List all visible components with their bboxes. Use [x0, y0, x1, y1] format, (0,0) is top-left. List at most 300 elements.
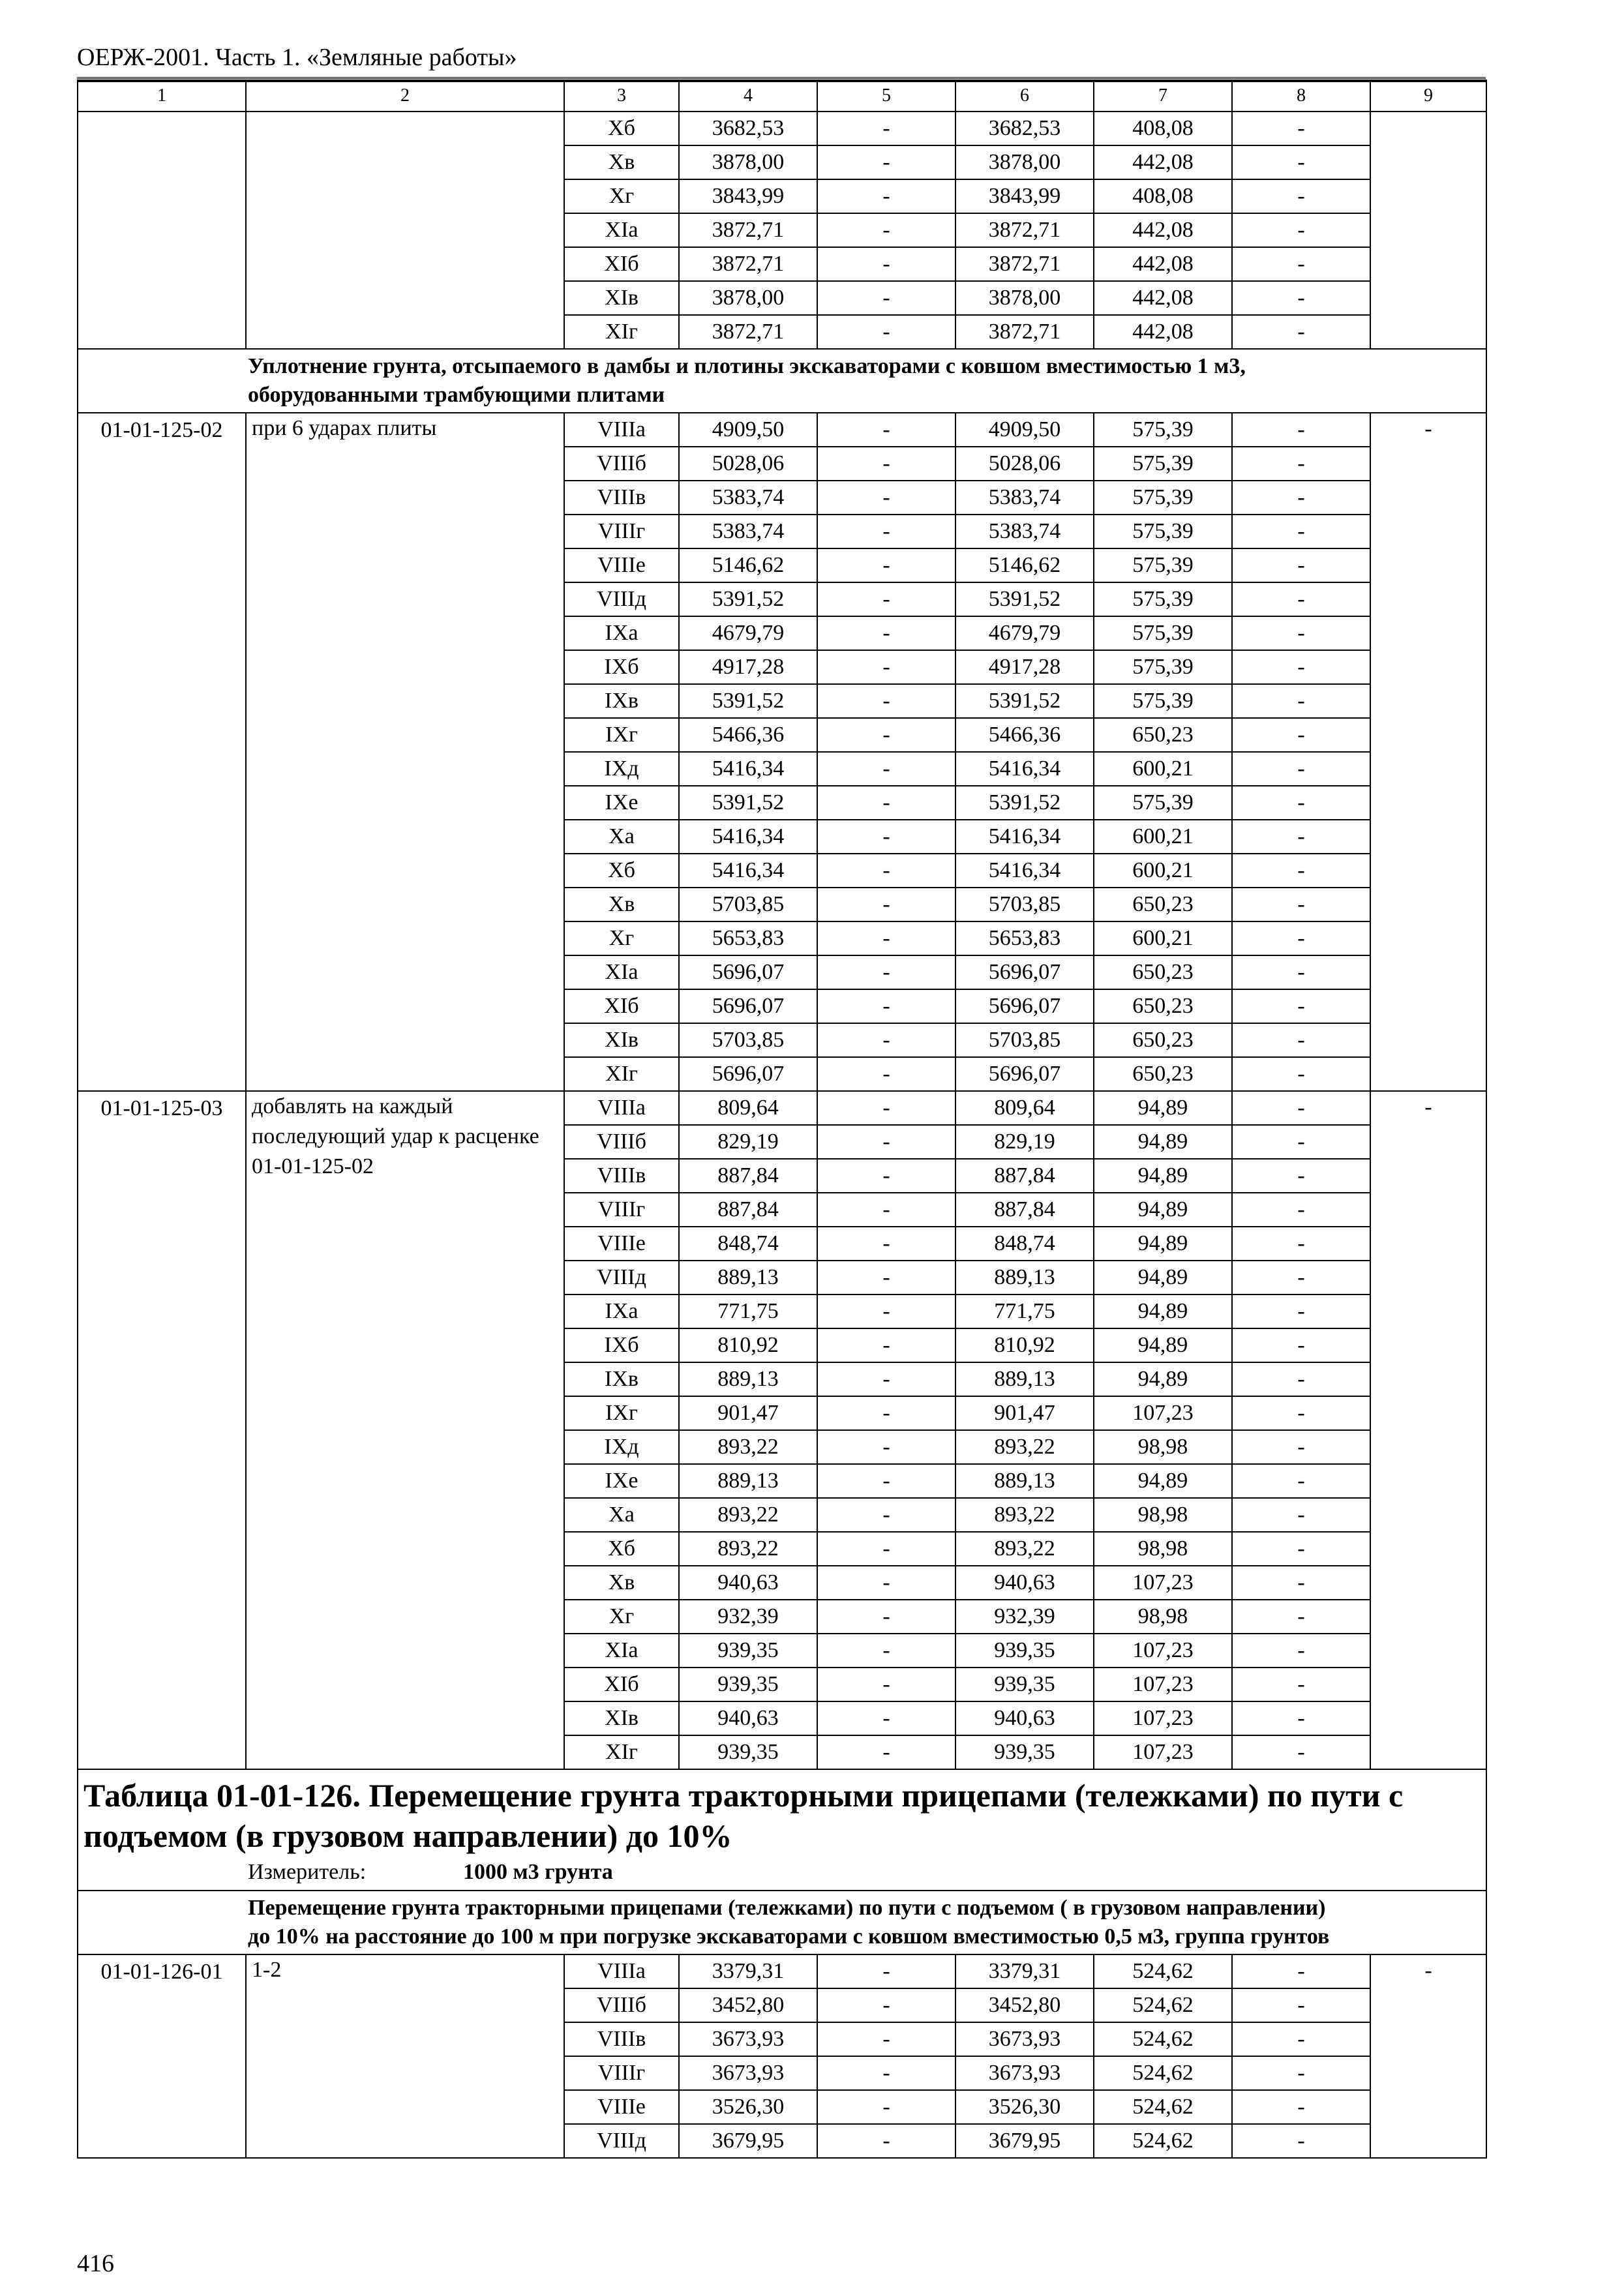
material-cost-cell: - — [1232, 616, 1370, 650]
labor-cost-cell: - — [817, 281, 955, 315]
machine-cost-cell: 932,39 — [955, 1600, 1094, 1634]
soil-group-cell: VIIIе — [564, 1227, 679, 1261]
soil-group-cell: IXб — [564, 1328, 679, 1362]
operator-wage-cell: 98,98 — [1094, 1532, 1232, 1566]
soil-group-cell: IXд — [564, 752, 679, 786]
material-cost-cell: - — [1232, 1464, 1370, 1498]
direct-cost-cell: 3452,80 — [679, 1988, 817, 2022]
labor-cost-cell: - — [817, 1294, 955, 1328]
soil-group-cell: XIв — [564, 281, 679, 315]
table-row — [78, 1954, 1486, 1988]
material-cost-cell: - — [1232, 2056, 1370, 2090]
direct-cost-cell: 5696,07 — [679, 1057, 817, 1091]
section-header-row — [78, 1891, 1486, 1954]
rate-description: при 6 ударах плиты — [246, 413, 564, 1091]
operator-wage-cell: 575,39 — [1094, 413, 1232, 447]
table-row — [78, 413, 1486, 447]
labor-cost-cell: - — [817, 1430, 955, 1464]
machine-cost-cell: 5391,52 — [955, 684, 1094, 718]
direct-cost-cell: 5391,52 — [679, 582, 817, 616]
rates-table-body — [78, 80, 1486, 2158]
soil-group-cell: XIa — [564, 213, 679, 247]
machine-cost-cell: 5391,52 — [955, 582, 1094, 616]
direct-cost-cell: 4917,28 — [679, 650, 817, 684]
labor-cost-cell: - — [817, 1227, 955, 1261]
labor-cost-cell: - — [817, 1668, 955, 1701]
direct-cost-cell: 848,74 — [679, 1227, 817, 1261]
direct-cost-cell: 3878,00 — [679, 145, 817, 179]
soil-group-cell: Xг — [564, 179, 679, 213]
column-number: 3 — [564, 80, 679, 112]
operator-wage-cell: 442,08 — [1094, 281, 1232, 315]
soil-group-cell: XIб — [564, 1668, 679, 1701]
machine-cost-cell: 4917,28 — [955, 650, 1094, 684]
soil-group-cell: VIIIa — [564, 1091, 679, 1125]
labor-cost-cell: - — [817, 650, 955, 684]
measure-label: Измеритель: — [248, 1860, 367, 1884]
material-cost-cell: - — [1232, 1532, 1370, 1566]
direct-cost-cell: 940,63 — [679, 1566, 817, 1600]
soil-group-cell: VIIIе — [564, 2090, 679, 2124]
soil-group-cell: VIIIг — [564, 2056, 679, 2090]
labor-cost-cell: - — [817, 1701, 955, 1735]
material-cost-cell: - — [1232, 955, 1370, 989]
labor-cost-cell: - — [817, 786, 955, 820]
machine-cost-cell: 3872,71 — [955, 315, 1094, 349]
soil-group-cell: Xa — [564, 820, 679, 854]
machine-cost-cell: 5653,83 — [955, 921, 1094, 955]
material-cost-cell: - — [1232, 515, 1370, 548]
machine-cost-cell: 3682,53 — [955, 112, 1094, 145]
machine-cost-cell: 829,19 — [955, 1125, 1094, 1159]
material-cost-cell: - — [1232, 1125, 1370, 1159]
machine-cost-cell: 939,35 — [955, 1735, 1094, 1769]
operator-wage-cell: 94,89 — [1094, 1227, 1232, 1261]
soil-group-cell: XIг — [564, 1057, 679, 1091]
operator-wage-cell: 98,98 — [1094, 1600, 1232, 1634]
column-9-cell: - — [1370, 1954, 1486, 2158]
soil-group-cell: Xб — [564, 854, 679, 888]
page-number: 416 — [77, 2250, 114, 2277]
material-cost-cell: - — [1232, 1634, 1370, 1668]
machine-cost-cell: 5146,62 — [955, 548, 1094, 582]
operator-wage-cell: 575,39 — [1094, 515, 1232, 548]
operator-wage-cell: 575,39 — [1094, 582, 1232, 616]
machine-cost-cell: 940,63 — [955, 1566, 1094, 1600]
machine-cost-cell: 5703,85 — [955, 1023, 1094, 1057]
direct-cost-cell: 3679,95 — [679, 2124, 817, 2158]
soil-group-cell: Xв — [564, 145, 679, 179]
labor-cost-cell: - — [817, 2056, 955, 2090]
soil-group-cell: XIв — [564, 1701, 679, 1735]
labor-cost-cell: - — [817, 1566, 955, 1600]
soil-group-cell: IXг — [564, 718, 679, 752]
machine-cost-cell: 893,22 — [955, 1532, 1094, 1566]
section-header-line: Перемещение грунта тракторными прицепами (тележками) по пути с подъемом ( в грузовом направлении) — [248, 1896, 1326, 1920]
direct-cost-cell: 3872,71 — [679, 315, 817, 349]
material-cost-cell: - — [1232, 1735, 1370, 1769]
rate-code: 01-01-125-03 — [78, 1091, 246, 1769]
table-row — [78, 112, 1486, 145]
operator-wage-cell: 575,39 — [1094, 616, 1232, 650]
soil-group-cell: VIIIв — [564, 2022, 679, 2056]
machine-cost-cell: 5028,06 — [955, 447, 1094, 481]
machine-cost-cell: 3679,95 — [955, 2124, 1094, 2158]
machine-cost-cell: 3452,80 — [955, 1988, 1094, 2022]
material-cost-cell: - — [1232, 989, 1370, 1023]
labor-cost-cell: - — [817, 1023, 955, 1057]
column-number: 8 — [1232, 80, 1370, 112]
material-cost-cell: - — [1232, 1057, 1370, 1091]
soil-group-cell: VIIIв — [564, 1159, 679, 1193]
direct-cost-cell: 889,13 — [679, 1464, 817, 1498]
machine-cost-cell: 5703,85 — [955, 888, 1094, 921]
machine-cost-cell: 5696,07 — [955, 989, 1094, 1023]
soil-group-cell: VIIIг — [564, 515, 679, 548]
direct-cost-cell: 5391,52 — [679, 684, 817, 718]
direct-cost-cell: 3682,53 — [679, 112, 817, 145]
labor-cost-cell: - — [817, 315, 955, 349]
machine-cost-cell: 3878,00 — [955, 281, 1094, 315]
operator-wage-cell: 600,21 — [1094, 820, 1232, 854]
direct-cost-cell: 5653,83 — [679, 921, 817, 955]
material-cost-cell: - — [1232, 1954, 1370, 1988]
operator-wage-cell: 442,08 — [1094, 315, 1232, 349]
labor-cost-cell: - — [817, 179, 955, 213]
soil-group-cell: VIIIд — [564, 1261, 679, 1294]
material-cost-cell: - — [1232, 281, 1370, 315]
material-cost-cell: - — [1232, 1430, 1370, 1464]
machine-cost-cell: 3872,71 — [955, 213, 1094, 247]
machine-cost-cell: 5416,34 — [955, 854, 1094, 888]
direct-cost-cell: 893,22 — [679, 1430, 817, 1464]
machine-cost-cell: 3843,99 — [955, 179, 1094, 213]
machine-cost-cell: 5383,74 — [955, 515, 1094, 548]
operator-wage-cell: 575,39 — [1094, 786, 1232, 820]
machine-cost-cell: 771,75 — [955, 1294, 1094, 1328]
material-cost-cell: - — [1232, 447, 1370, 481]
table-title-row — [78, 1769, 1486, 1891]
machine-cost-cell: 5696,07 — [955, 955, 1094, 989]
labor-cost-cell: - — [817, 718, 955, 752]
material-cost-cell: - — [1232, 650, 1370, 684]
machine-cost-cell: 3379,31 — [955, 1954, 1094, 1988]
labor-cost-cell: - — [817, 989, 955, 1023]
direct-cost-cell: 3673,93 — [679, 2022, 817, 2056]
labor-cost-cell: - — [817, 1988, 955, 2022]
labor-cost-cell: - — [817, 684, 955, 718]
operator-wage-cell: 107,23 — [1094, 1396, 1232, 1430]
operator-wage-cell: 650,23 — [1094, 955, 1232, 989]
direct-cost-cell: 5703,85 — [679, 888, 817, 921]
direct-cost-cell: 893,22 — [679, 1532, 817, 1566]
machine-cost-cell: 940,63 — [955, 1701, 1094, 1735]
direct-cost-cell: 5466,36 — [679, 718, 817, 752]
machine-cost-cell: 3673,93 — [955, 2022, 1094, 2056]
operator-wage-cell: 650,23 — [1094, 1057, 1232, 1091]
machine-cost-cell: 3526,30 — [955, 2090, 1094, 2124]
operator-wage-cell: 524,62 — [1094, 2056, 1232, 2090]
labor-cost-cell: - — [817, 616, 955, 650]
machine-cost-cell: 3878,00 — [955, 145, 1094, 179]
column-number: 1 — [78, 80, 246, 112]
labor-cost-cell: - — [817, 213, 955, 247]
material-cost-cell: - — [1232, 786, 1370, 820]
soil-group-cell: VIIIб — [564, 1988, 679, 2022]
direct-cost-cell: 3872,71 — [679, 247, 817, 281]
material-cost-cell: - — [1232, 718, 1370, 752]
direct-cost-cell: 5416,34 — [679, 752, 817, 786]
direct-cost-cell: 5416,34 — [679, 854, 817, 888]
labor-cost-cell: - — [817, 1464, 955, 1498]
material-cost-cell: - — [1232, 1362, 1370, 1396]
material-cost-cell: - — [1232, 1701, 1370, 1735]
soil-group-cell: Xa — [564, 1498, 679, 1532]
direct-cost-cell: 829,19 — [679, 1125, 817, 1159]
rate-code — [78, 112, 246, 349]
column-number: 5 — [817, 80, 955, 112]
operator-wage-cell: 94,89 — [1094, 1125, 1232, 1159]
rate-description: 1-2 — [246, 1954, 564, 2158]
operator-wage-cell: 442,08 — [1094, 213, 1232, 247]
labor-cost-cell: - — [817, 2022, 955, 2056]
material-cost-cell: - — [1232, 1566, 1370, 1600]
material-cost-cell: - — [1232, 315, 1370, 349]
soil-group-cell: XIг — [564, 1735, 679, 1769]
material-cost-cell: - — [1232, 2124, 1370, 2158]
material-cost-cell: - — [1232, 179, 1370, 213]
direct-cost-cell: 4679,79 — [679, 616, 817, 650]
direct-cost-cell: 771,75 — [679, 1294, 817, 1328]
labor-cost-cell: - — [817, 1954, 955, 1988]
operator-wage-cell: 575,39 — [1094, 548, 1232, 582]
direct-cost-cell: 3878,00 — [679, 281, 817, 315]
machine-cost-cell: 893,22 — [955, 1430, 1094, 1464]
material-cost-cell: - — [1232, 548, 1370, 582]
operator-wage-cell: 442,08 — [1094, 145, 1232, 179]
section-header — [78, 1891, 1486, 1954]
machine-cost-cell: 889,13 — [955, 1362, 1094, 1396]
soil-group-cell: VIIIд — [564, 582, 679, 616]
rate-code: 01-01-126-01 — [78, 1954, 246, 2158]
table-title-cell — [78, 1769, 1486, 1891]
operator-wage-cell: 408,08 — [1094, 179, 1232, 213]
operator-wage-cell: 98,98 — [1094, 1430, 1232, 1464]
machine-cost-cell: 889,13 — [955, 1464, 1094, 1498]
operator-wage-cell: 442,08 — [1094, 247, 1232, 281]
soil-group-cell: XIб — [564, 247, 679, 281]
soil-group-cell: Xв — [564, 1566, 679, 1600]
soil-group-cell: VIIIв — [564, 481, 679, 515]
soil-group-cell: Xв — [564, 888, 679, 921]
machine-cost-cell: 4679,79 — [955, 616, 1094, 650]
direct-cost-cell: 5391,52 — [679, 786, 817, 820]
direct-cost-cell: 5146,62 — [679, 548, 817, 582]
soil-group-cell: VIIIб — [564, 1125, 679, 1159]
machine-cost-cell: 5391,52 — [955, 786, 1094, 820]
soil-group-cell: VIIIa — [564, 1954, 679, 1988]
soil-group-cell: IXa — [564, 616, 679, 650]
labor-cost-cell: - — [817, 145, 955, 179]
operator-wage-cell: 575,39 — [1094, 650, 1232, 684]
rates-table — [77, 80, 1487, 2159]
material-cost-cell: - — [1232, 2022, 1370, 2056]
soil-group-cell: XIб — [564, 989, 679, 1023]
direct-cost-cell: 901,47 — [679, 1396, 817, 1430]
direct-cost-cell: 932,39 — [679, 1600, 817, 1634]
operator-wage-cell: 650,23 — [1094, 1023, 1232, 1057]
machine-cost-cell: 5416,34 — [955, 820, 1094, 854]
labor-cost-cell: - — [817, 1634, 955, 1668]
material-cost-cell: - — [1232, 1159, 1370, 1193]
direct-cost-cell: 3872,71 — [679, 213, 817, 247]
labor-cost-cell: - — [817, 752, 955, 786]
column-number-row — [78, 80, 1486, 112]
operator-wage-cell: 650,23 — [1094, 718, 1232, 752]
soil-group-cell: VIIIб — [564, 447, 679, 481]
material-cost-cell: - — [1232, 481, 1370, 515]
operator-wage-cell: 524,62 — [1094, 1988, 1232, 2022]
soil-group-cell: VIIIд — [564, 2124, 679, 2158]
material-cost-cell: - — [1232, 854, 1370, 888]
soil-group-cell: IXг — [564, 1396, 679, 1430]
direct-cost-cell: 5696,07 — [679, 989, 817, 1023]
soil-group-cell: Xг — [564, 1600, 679, 1634]
operator-wage-cell: 524,62 — [1094, 2090, 1232, 2124]
direct-cost-cell: 4909,50 — [679, 413, 817, 447]
material-cost-cell: - — [1232, 1988, 1370, 2022]
direct-cost-cell: 5416,34 — [679, 820, 817, 854]
section-header-line: до 10% на расстояние до 100 м при погрузке экскаваторами с ковшом вместимостью 0,5 м3, группа грунтов — [248, 1924, 1330, 1949]
column-9-cell — [1370, 112, 1486, 349]
labor-cost-cell: - — [817, 1125, 955, 1159]
machine-cost-cell: 939,35 — [955, 1668, 1094, 1701]
direct-cost-cell: 3843,99 — [679, 179, 817, 213]
direct-cost-cell: 940,63 — [679, 1701, 817, 1735]
column-9-cell: - — [1370, 1091, 1486, 1769]
column-9-cell: - — [1370, 413, 1486, 1091]
operator-wage-cell: 107,23 — [1094, 1668, 1232, 1701]
labor-cost-cell: - — [817, 1600, 955, 1634]
operator-wage-cell: 94,89 — [1094, 1261, 1232, 1294]
material-cost-cell: - — [1232, 1328, 1370, 1362]
operator-wage-cell: 94,89 — [1094, 1464, 1232, 1498]
section-header-line: оборудованными трамбующими плитами — [248, 383, 665, 407]
material-cost-cell: - — [1232, 1396, 1370, 1430]
direct-cost-cell: 5703,85 — [679, 1023, 817, 1057]
direct-cost-cell: 893,22 — [679, 1498, 817, 1532]
operator-wage-cell: 524,62 — [1094, 2124, 1232, 2158]
material-cost-cell: - — [1232, 2090, 1370, 2124]
operator-wage-cell: 524,62 — [1094, 1954, 1232, 1988]
operator-wage-cell: 94,89 — [1094, 1362, 1232, 1396]
direct-cost-cell: 939,35 — [679, 1668, 817, 1701]
labor-cost-cell: - — [817, 413, 955, 447]
operator-wage-cell: 524,62 — [1094, 2022, 1232, 2056]
operator-wage-cell: 94,89 — [1094, 1328, 1232, 1362]
operator-wage-cell: 650,23 — [1094, 888, 1232, 921]
soil-group-cell: IXв — [564, 1362, 679, 1396]
soil-group-cell: Xб — [564, 1532, 679, 1566]
labor-cost-cell: - — [817, 1735, 955, 1769]
labor-cost-cell: - — [817, 1057, 955, 1091]
material-cost-cell: - — [1232, 145, 1370, 179]
soil-group-cell: IXд — [564, 1430, 679, 1464]
labor-cost-cell: - — [817, 1328, 955, 1362]
direct-cost-cell: 939,35 — [679, 1735, 817, 1769]
operator-wage-cell: 650,23 — [1094, 989, 1232, 1023]
operator-wage-cell: 575,39 — [1094, 684, 1232, 718]
material-cost-cell: - — [1232, 684, 1370, 718]
rate-description — [246, 112, 564, 349]
soil-group-cell: VIIIa — [564, 413, 679, 447]
direct-cost-cell: 889,13 — [679, 1362, 817, 1396]
operator-wage-cell: 600,21 — [1094, 854, 1232, 888]
column-number: 6 — [955, 80, 1094, 112]
direct-cost-cell: 5696,07 — [679, 955, 817, 989]
labor-cost-cell: - — [817, 481, 955, 515]
soil-group-cell: XIг — [564, 315, 679, 349]
operator-wage-cell: 107,23 — [1094, 1735, 1232, 1769]
material-cost-cell: - — [1232, 820, 1370, 854]
section-header-row — [78, 349, 1486, 413]
machine-cost-cell: 887,84 — [955, 1159, 1094, 1193]
rate-code: 01-01-125-02 — [78, 413, 246, 1091]
material-cost-cell: - — [1232, 112, 1370, 145]
soil-group-cell: VIIIг — [564, 1193, 679, 1227]
machine-cost-cell: 887,84 — [955, 1193, 1094, 1227]
machine-cost-cell: 848,74 — [955, 1227, 1094, 1261]
machine-cost-cell: 5466,36 — [955, 718, 1094, 752]
labor-cost-cell: - — [817, 1159, 955, 1193]
operator-wage-cell: 575,39 — [1094, 447, 1232, 481]
material-cost-cell: - — [1232, 582, 1370, 616]
machine-cost-cell: 4909,50 — [955, 413, 1094, 447]
soil-group-cell: IXе — [564, 1464, 679, 1498]
material-cost-cell: - — [1232, 1498, 1370, 1532]
labor-cost-cell: - — [817, 2124, 955, 2158]
material-cost-cell: - — [1232, 1023, 1370, 1057]
operator-wage-cell: 94,89 — [1094, 1159, 1232, 1193]
labor-cost-cell: - — [817, 888, 955, 921]
material-cost-cell: - — [1232, 413, 1370, 447]
machine-cost-cell: 810,92 — [955, 1328, 1094, 1362]
material-cost-cell: - — [1232, 1294, 1370, 1328]
labor-cost-cell: - — [817, 2090, 955, 2124]
direct-cost-cell: 5383,74 — [679, 481, 817, 515]
operator-wage-cell: 94,89 — [1094, 1294, 1232, 1328]
direct-cost-cell: 887,84 — [679, 1159, 817, 1193]
soil-group-cell: IXa — [564, 1294, 679, 1328]
machine-cost-cell: 5696,07 — [955, 1057, 1094, 1091]
measure-unit — [83, 1857, 1481, 1887]
material-cost-cell: - — [1232, 247, 1370, 281]
soil-group-cell: Xг — [564, 921, 679, 955]
machine-cost-cell: 5383,74 — [955, 481, 1094, 515]
soil-group-cell: IXб — [564, 650, 679, 684]
operator-wage-cell: 107,23 — [1094, 1634, 1232, 1668]
material-cost-cell: - — [1232, 1600, 1370, 1634]
page-header — [77, 39, 1486, 79]
material-cost-cell: - — [1232, 1668, 1370, 1701]
soil-group-cell: XIв — [564, 1023, 679, 1057]
direct-cost-cell: 3526,30 — [679, 2090, 817, 2124]
direct-cost-cell: 3673,93 — [679, 2056, 817, 2090]
direct-cost-cell: 5383,74 — [679, 515, 817, 548]
material-cost-cell: - — [1232, 213, 1370, 247]
section-header — [78, 349, 1486, 413]
operator-wage-cell: 98,98 — [1094, 1498, 1232, 1532]
